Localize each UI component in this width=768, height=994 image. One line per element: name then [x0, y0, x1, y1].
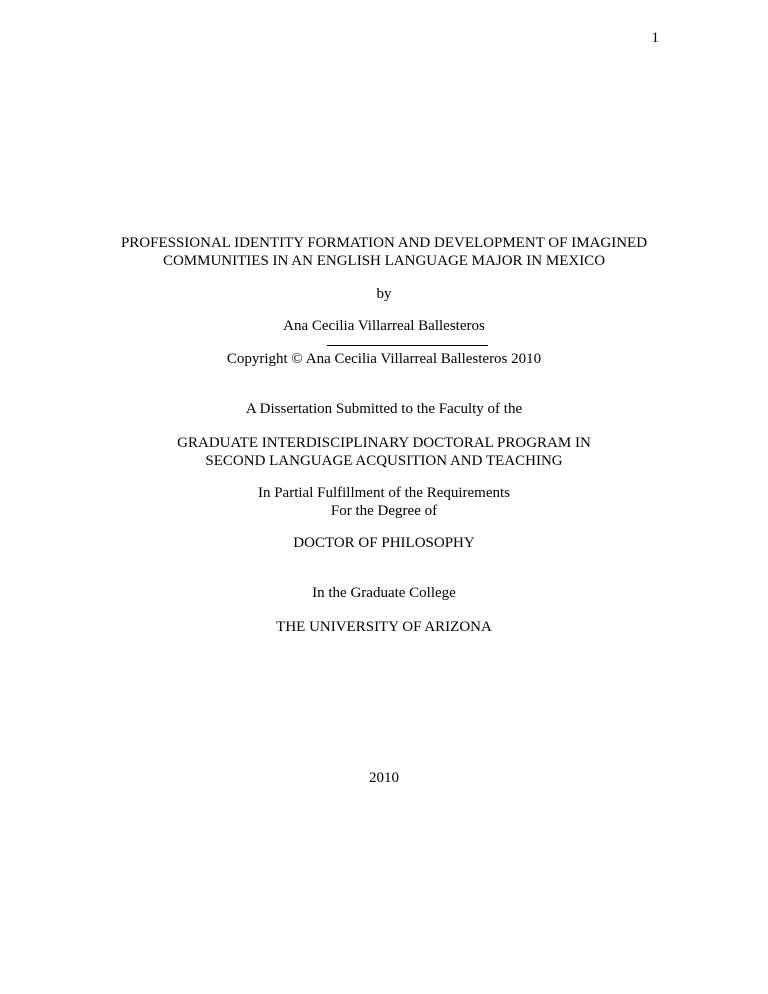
fulfillment-line-2: For the Degree of — [330, 503, 438, 519]
program-line-1: GRADUATE INTERDISCIPLINARY DOCTORAL PROGRAM IN — [177, 435, 591, 451]
signature-rule — [327, 345, 488, 346]
program-name — [0, 434, 768, 470]
fulfillment-statement — [0, 484, 768, 520]
submission-statement: A Dissertation Submitted to the Faculty of the — [245, 401, 523, 417]
fulfillment-line-1: In Partial Fulfillment of the Requirements — [257, 485, 511, 501]
title-line-1: PROFESSIONAL IDENTITY FORMATION AND DEVELOPMENT OF IMAGINED — [120, 235, 648, 251]
dissertation-title — [0, 234, 768, 270]
author-name: Ana Cecilia Villarreal Ballesteros — [283, 318, 485, 334]
page-number: 1 — [651, 30, 659, 46]
title-line-2: COMMUNITIES IN AN ENGLISH LANGUAGE MAJOR IN MEXICO — [162, 253, 606, 269]
by-label: by — [376, 286, 392, 302]
college-name: In the Graduate College — [312, 585, 456, 601]
year: 2010 — [369, 770, 399, 786]
copyright-notice: Copyright © Ana Cecilia Villarreal Ballesteros 2010 — [226, 351, 542, 367]
program-line-2: SECOND LANGUAGE ACQUSITION AND TEACHING — [205, 453, 563, 469]
university-name: THE UNIVERSITY OF ARIZONA — [276, 619, 492, 635]
degree-name: DOCTOR OF PHILOSOPHY — [293, 535, 475, 551]
